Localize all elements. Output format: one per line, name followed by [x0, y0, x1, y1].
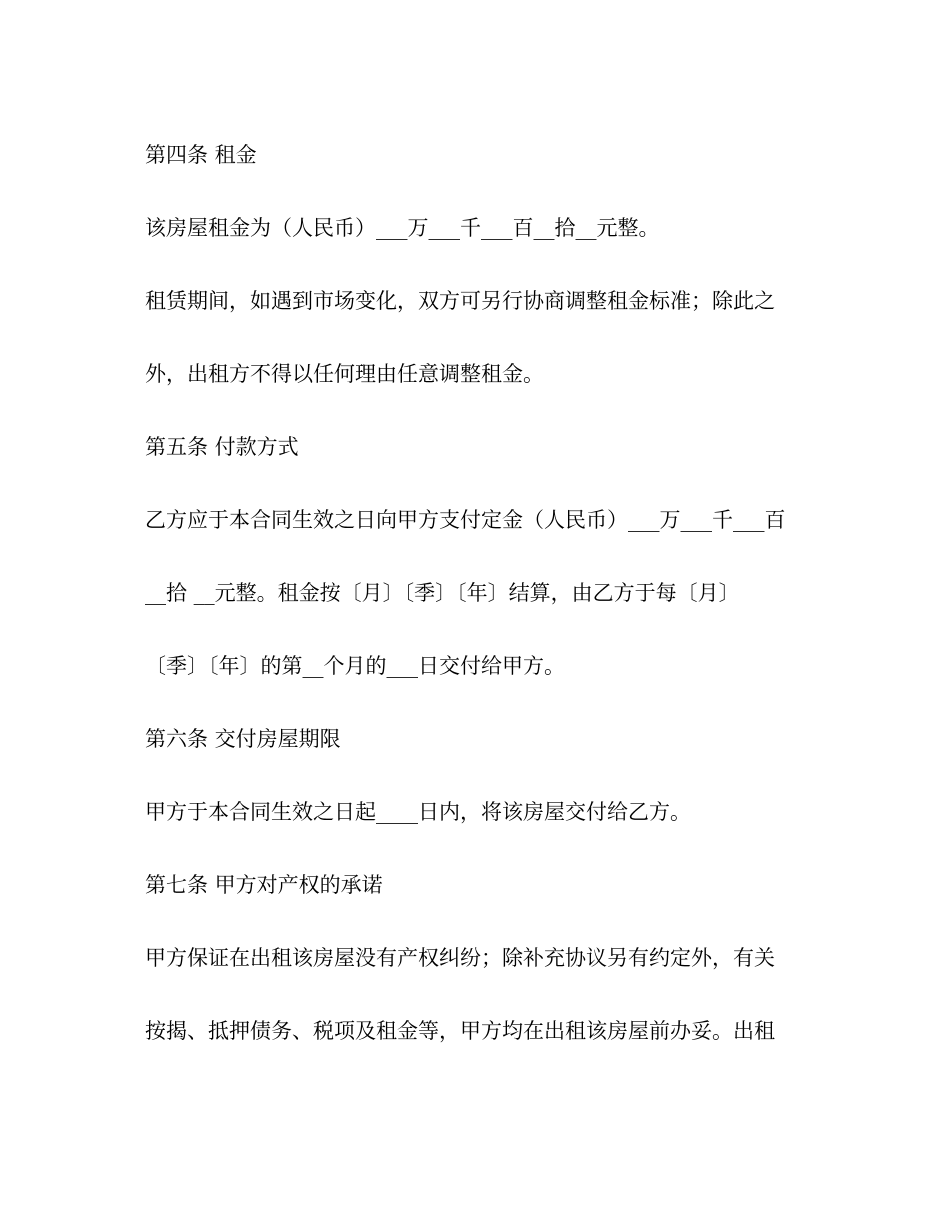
property-rights-text-2: 按揭、抵押债务、税项及租金等，甲方均在出租该房屋前办妥。出租: [145, 1019, 775, 1043]
rent-adjustment-text-1: 租赁期间，如遇到市场变化，双方可另行协商调整租金标准；除此之: [145, 289, 775, 313]
rent-adjustment-text-2: 外，出租方不得以任何理由任意调整租金。: [145, 362, 544, 386]
payment-text-1: 乙方应于本合同生效之日向甲方支付定金（人民币）___万___千___百: [145, 508, 786, 532]
payment-text-3: 〔季〕〔年〕的第__个月的___日交付给甲方。: [145, 654, 565, 678]
article-7-heading: 第七条 甲方对产权的承诺: [145, 873, 383, 897]
rent-amount-text: 该房屋租金为（人民币）___万___千___百__拾__元整。: [145, 216, 660, 240]
article-4-heading: 第四条 租金: [145, 143, 257, 167]
article-5-heading: 第五条 付款方式: [145, 435, 299, 459]
article-6-heading: 第六条 交付房屋期限: [145, 727, 341, 751]
delivery-term-text: 甲方于本合同生效之日起____日内，将该房屋交付给乙方。: [145, 800, 691, 824]
property-rights-text-1: 甲方保证在出租该房屋没有产权纠纷；除补充协议另有约定外，有关: [145, 946, 775, 970]
payment-text-2: __拾 __元整。租金按〔月〕〔季〕〔年〕结算，由乙方于每〔月〕: [145, 581, 740, 605]
